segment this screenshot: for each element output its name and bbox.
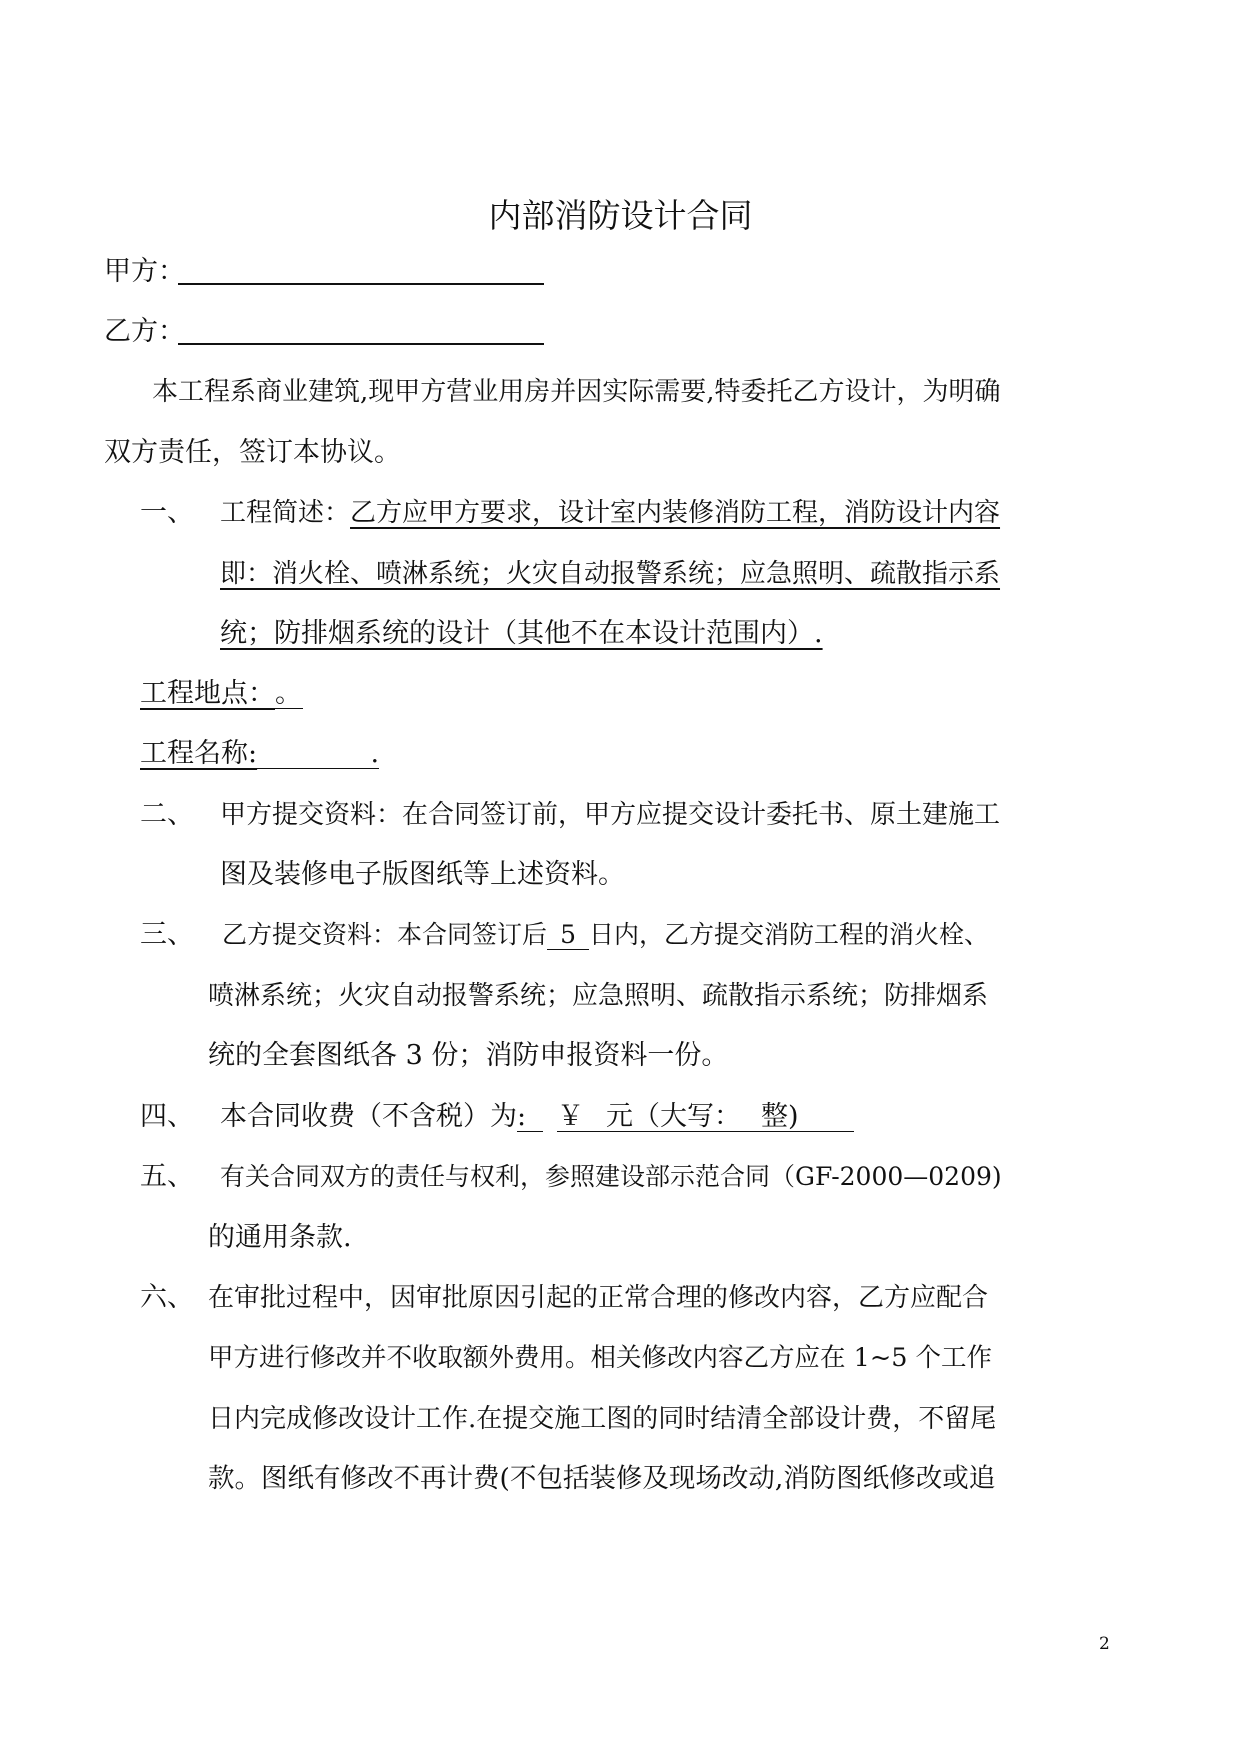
party-a-label: 甲方： xyxy=(104,256,185,287)
section-6-line-2: 甲方进行修改并不收取额外费用。相关修改内容乙方应在 1~5 个工作 xyxy=(208,1343,993,1373)
section-4-amount-field xyxy=(557,1101,854,1132)
section-4-line xyxy=(220,1101,854,1133)
section-1-line-2: 即：消火栓、喷淋系统；火灾自动报警系统；应急照明、疏散指示系 xyxy=(220,559,1001,589)
page-title: 内部消防设计合同 xyxy=(488,196,753,235)
section-4-unit: 元（大写： xyxy=(606,1101,741,1132)
project-name-value: . xyxy=(257,738,379,769)
section-1-lead: 工程简述： xyxy=(220,498,351,528)
project-name xyxy=(140,738,379,770)
party-b-blank xyxy=(178,343,544,345)
section-4-colon: : xyxy=(517,1101,543,1132)
section-2-line-2: 图及装修电子版图纸等上述资料。 xyxy=(220,859,625,890)
section-3-line-2: 喷淋系统；火灾自动报警系统；应急照明、疏散指示系统；防排烟系 xyxy=(208,981,989,1011)
section-3-line-1 xyxy=(222,919,989,951)
project-location-value: 。 xyxy=(275,678,302,709)
intro-line-2: 双方责任，签订本协议。 xyxy=(104,437,401,468)
section-3-text-post: 日内，乙方提交消防工程的消火栓、 xyxy=(589,920,990,949)
section-5-number: 五、 xyxy=(140,1161,194,1192)
section-2-number: 二、 xyxy=(140,799,194,830)
section-1-number: 一、 xyxy=(140,497,194,528)
section-1-line-1 xyxy=(220,497,1000,529)
page-number: 2 xyxy=(1099,1634,1110,1654)
project-name-label: 工程名称: xyxy=(140,738,258,769)
section-6-line-1: 在审批过程中，因审批原因引起的正常合理的修改内容，乙方应配合 xyxy=(208,1283,989,1313)
section-2-line-1: 甲方提交资料：在合同签订前，甲方应提交设计委托书、原土建施工 xyxy=(220,800,1001,830)
section-3-text-pre: 乙方提交资料：本合同签订后 xyxy=(222,920,548,949)
section-6-number: 六、 xyxy=(140,1282,194,1313)
section-5-line-1: 有关合同双方的责任与权利，参照建设部示范合同（GF-2000—0209) xyxy=(220,1162,1002,1191)
section-3-number: 三、 xyxy=(140,919,194,950)
intro-line-1: 本工程系商业建筑,现甲方营业用房并因实际需要,特委托乙方设计，为明确 xyxy=(152,377,1001,407)
section-6-line-3: 日内完成修改设计工作.在提交施工图的同时结清全部设计费，不留尾 xyxy=(208,1404,997,1434)
section-4-number: 四、 xyxy=(140,1101,194,1132)
section-3-days: 5 xyxy=(547,919,589,950)
party-a-blank xyxy=(178,283,544,285)
section-4-zheng: 整) xyxy=(761,1101,799,1132)
section-4-lead: 本合同收费（不含税）为 xyxy=(220,1101,517,1132)
party-b-label: 乙方： xyxy=(104,316,185,347)
section-1-line-3: 统；防排烟系统的设计（其他不在本设计范围内）. xyxy=(220,618,823,649)
section-3-line-3: 统的全套图纸各 3 份；消防申报资料一份。 xyxy=(208,1040,729,1071)
section-6-line-4: 款。图纸有修改不再计费(不包括装修及现场改动,消防图纸修改或追 xyxy=(208,1463,996,1494)
section-4-yen: ￥ xyxy=(557,1101,584,1132)
project-location xyxy=(140,678,303,710)
section-5-line-2: 的通用条款. xyxy=(208,1222,352,1253)
section-1-text-1: 乙方应甲方要求，设计室内装修消防工程，消防设计内容 xyxy=(350,498,1001,528)
project-location-label: 工程地点： xyxy=(140,678,275,709)
